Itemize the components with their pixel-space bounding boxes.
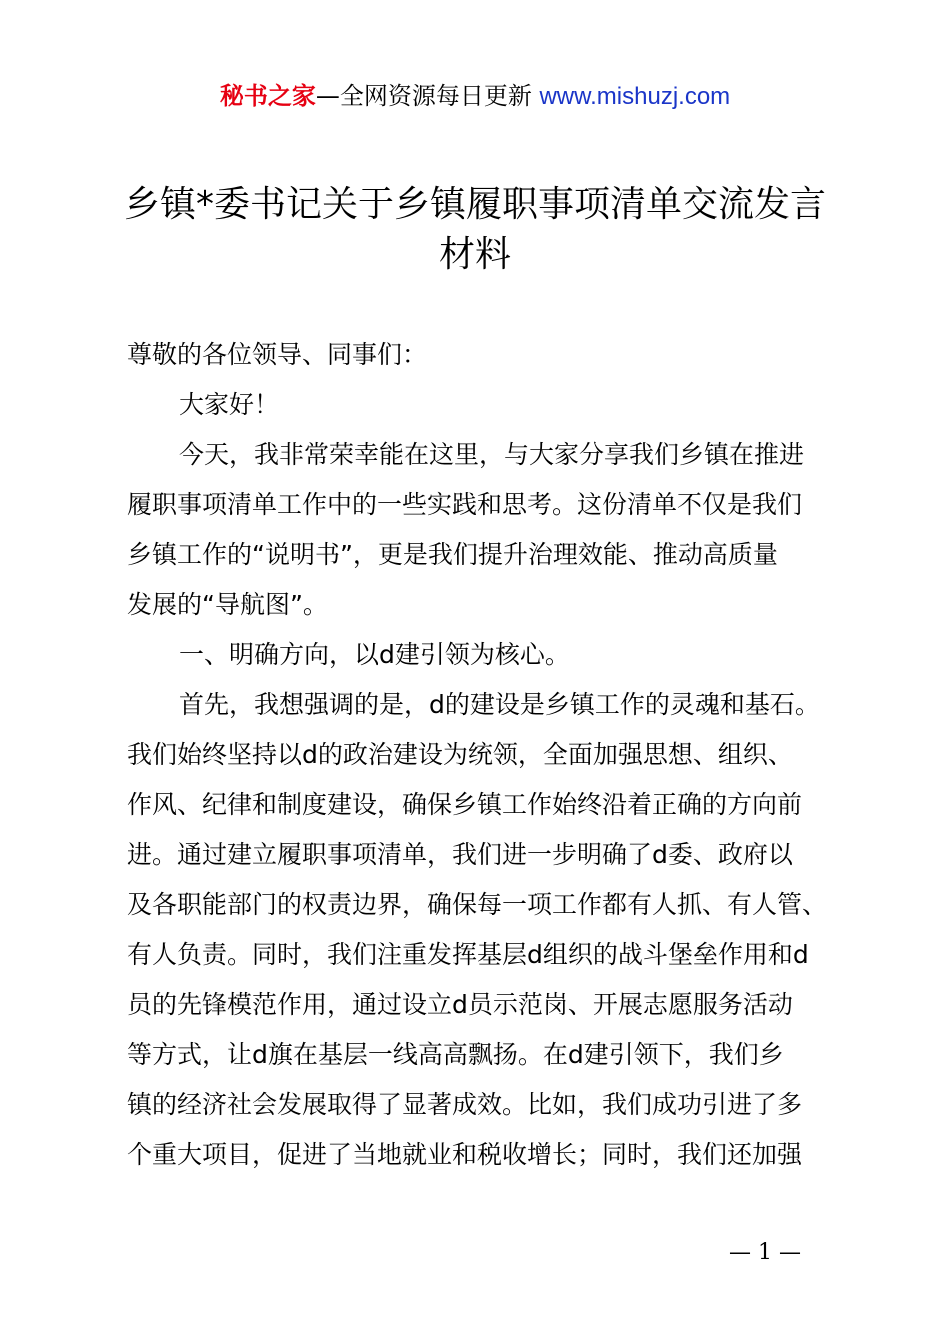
body-line: 发展的“导航图”。 <box>127 590 328 619</box>
body-line: 乡镇工作的“说明书”，更是我们提升治理效能、推动高质量 <box>127 540 778 569</box>
document-title <box>100 180 850 280</box>
body-line: 个重大项目，促进了当地就业和税收增长；同时，我们还加强 <box>127 1140 803 1169</box>
page-number: — 1 — <box>729 1240 801 1265</box>
body-line: 今天，我非常荣幸能在这里，与大家分享我们乡镇在推进 <box>179 440 805 469</box>
body-line: 镇的经济社会发展取得了显著成效。比如，我们成功引进了多 <box>127 1090 803 1119</box>
section-heading-1: 一、明确方向，以d建引领为核心。 <box>179 640 570 669</box>
greeting: 大家好！ <box>179 390 280 419</box>
site-brand: 秘书之家 <box>219 82 316 110</box>
body-line: 进。通过建立履职事项清单，我们进一步明确了d委、政府以 <box>127 840 793 869</box>
body-line: 首先，我想强调的是，d的建设是乡镇工作的灵魂和基石。 <box>179 690 820 719</box>
body-line: 及各职能部门的权责边界，确保每一项工作都有人抓、有人管、 <box>127 890 828 919</box>
document-body <box>127 330 847 1180</box>
site-tagline: —全网资源每日更新 <box>315 82 540 110</box>
body-line: 等方式，让d旗在基层一线高高飘扬。在d建引领下，我们乡 <box>127 1040 784 1069</box>
body-line: 我们始终坚持以d的政治建设为统领，全面加强思想、组织、 <box>127 740 793 769</box>
document-title-line-2: 材料 <box>438 234 511 275</box>
body-line: 履职事项清单工作中的一些实践和思考。这份清单不仅是我们 <box>127 490 803 519</box>
document-title-line-1: 乡镇*委书记关于乡镇履职事项清单交流发言 <box>123 184 826 225</box>
body-line: 有人负责。同时，我们注重发挥基层d组织的战斗堡垒作用和d <box>127 940 809 969</box>
body-line: 员的先锋模范作用，通过设立d员示范岗、开展志愿服务活动 <box>127 990 793 1019</box>
site-header <box>0 80 950 113</box>
body-line: 作风、纪律和制度建设，确保乡镇工作始终沿着正确的方向前 <box>127 790 803 819</box>
salutation: 尊敬的各位领导、同事们： <box>127 340 428 369</box>
site-url[interactable]: www.mishuzj.com <box>539 83 731 110</box>
